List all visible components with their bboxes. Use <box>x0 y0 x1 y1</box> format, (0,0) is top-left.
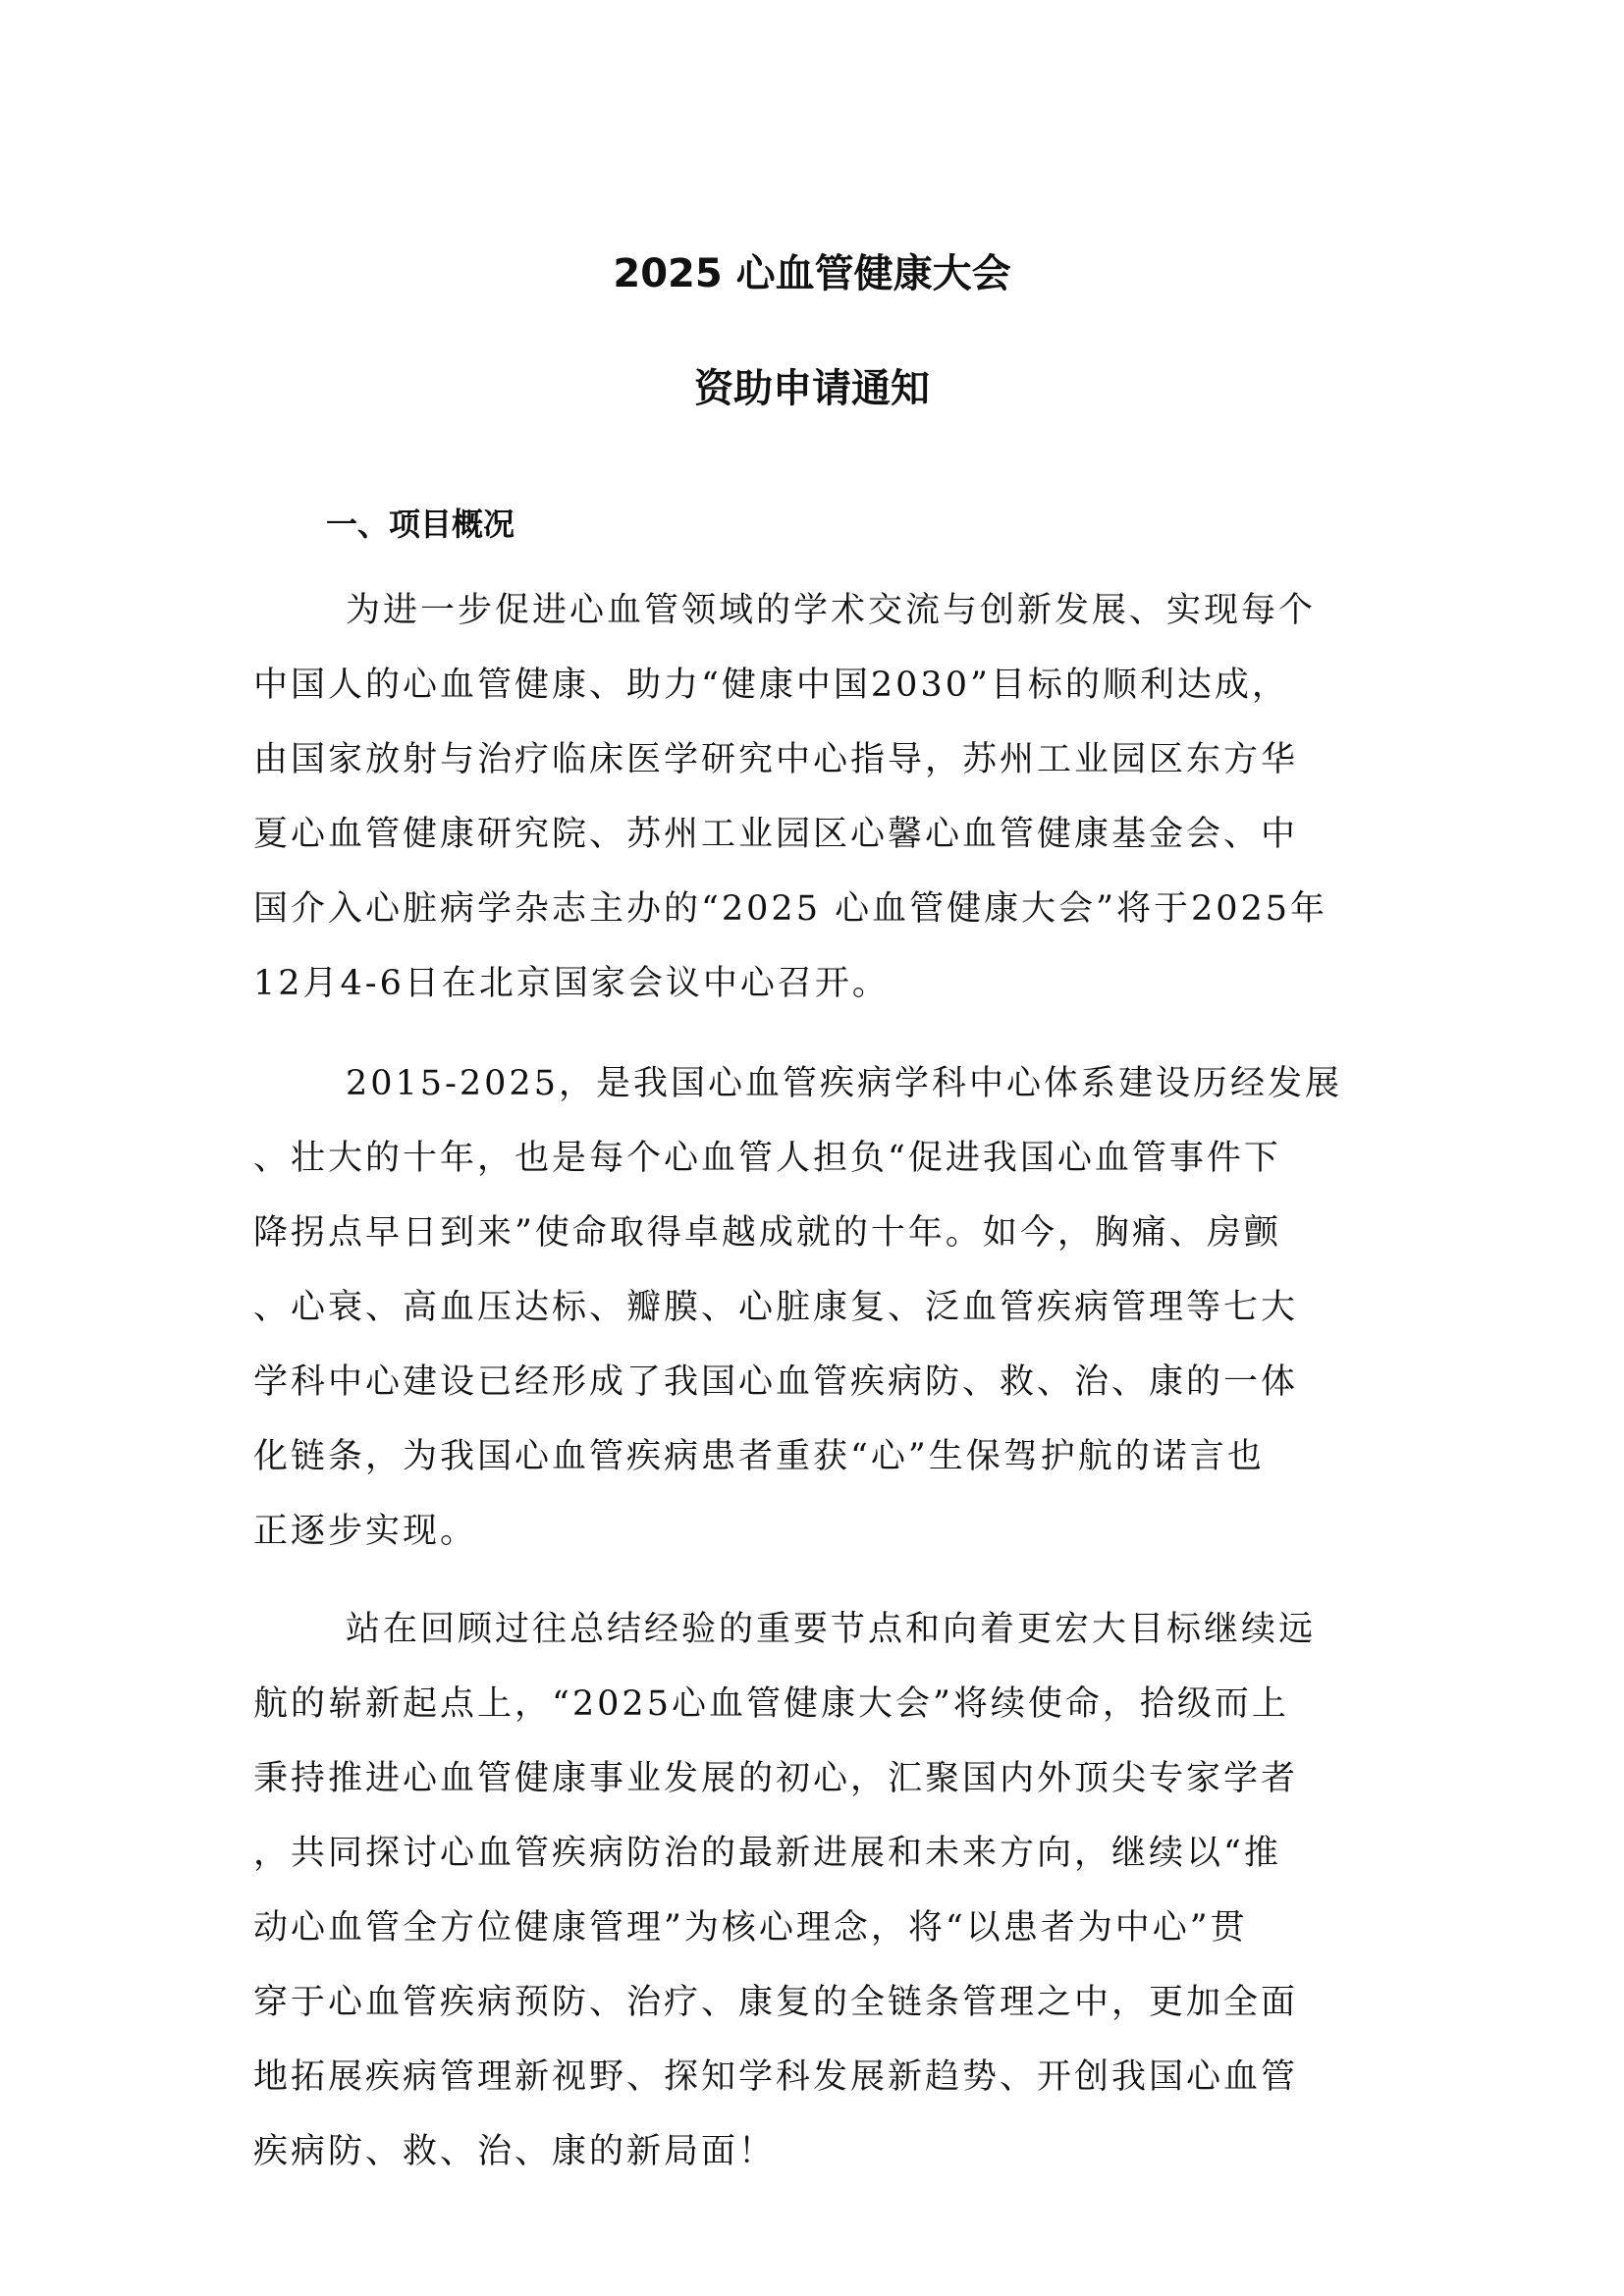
paragraph-line: ，共同探讨心血管疾病防治的最新进展和未来方向，继续以“推 <box>253 1834 1281 1873</box>
paragraph-line: 疾病防、救、治、康的新局面！ <box>253 2132 777 2171</box>
paragraph-line: 夏心血管健康研究院、苏州工业园区心馨心血管健康基金会、中 <box>253 815 1299 854</box>
paragraph-line: 穿于心血管疾病预防、治疗、康复的全链条管理之中，更加全面 <box>253 1983 1299 2022</box>
document-title: 2025 心血管健康大会 <box>613 251 1011 296</box>
paragraph-line: 降拐点早日到来”使命取得卓越成就的十年。如今，胸痛、房颤 <box>253 1213 1281 1253</box>
paragraph-line: 由国家放射与治疗临床医学研究中心指导，苏州工业园区东方华 <box>253 740 1299 779</box>
paragraph-line: 、心衰、高血压达标、瓣膜、心脏康复、泛血管疾病管理等七大 <box>253 1288 1299 1327</box>
paragraph-line: 为进一步促进心血管领域的学术交流与创新发展、实现每个 <box>346 591 1317 630</box>
paragraph-3 <box>253 1592 1345 2189</box>
paragraph-line: 正逐步实现。 <box>253 1512 478 1551</box>
paragraph-line: 2015-2025，是我国心血管疾病学科中心体系建设历经发展 <box>346 1064 1342 1103</box>
paragraph-line: 12月4-6日在北京国家会议中心召开。 <box>253 964 890 1003</box>
paragraph-line: 地拓展疾病管理新视野、探知学科发展新趋势、开创我国心血管 <box>253 2057 1299 2097</box>
paragraph-line: 秉持推进心血管健康事业发展的初心，汇聚国内外顶尖专家学者 <box>253 1759 1299 1798</box>
paragraph-line: 化链条，为我国心血管疾病患者重获“心”生保驾护航的诺言也 <box>253 1437 1265 1476</box>
paragraph-line: 航的崭新起点上，“2025心血管健康大会”将续使命，拾级而上 <box>253 1684 1289 1724</box>
document-subtitle: 资助申请通知 <box>694 366 930 411</box>
paragraph-line: 国介入心脏病学杂志主办的“2025 心血管健康大会”将于2025年 <box>253 889 1328 929</box>
paragraph-2 <box>253 1046 1345 1569</box>
paragraph-1 <box>253 573 1345 1021</box>
section-heading-overview: 一、项目概况 <box>326 506 515 543</box>
paragraph-line: 、壮大的十年，也是每个心血管人担负“促进我国心血管事件下 <box>253 1139 1281 1178</box>
paragraph-line: 动心血管全方位健康管理”为核心理念，将“以患者为中心”贯 <box>253 1908 1248 1948</box>
paragraph-line: 站在回顾过往总结经验的重要节点和向着更宏大目标继续远 <box>346 1610 1317 1649</box>
paragraph-line: 学科中心建设已经形成了我国心血管疾病防、救、治、康的一体 <box>253 1362 1299 1402</box>
paragraph-line: 中国人的心血管健康、助力“健康中国2030”目标的顺利达成， <box>253 666 1289 705</box>
